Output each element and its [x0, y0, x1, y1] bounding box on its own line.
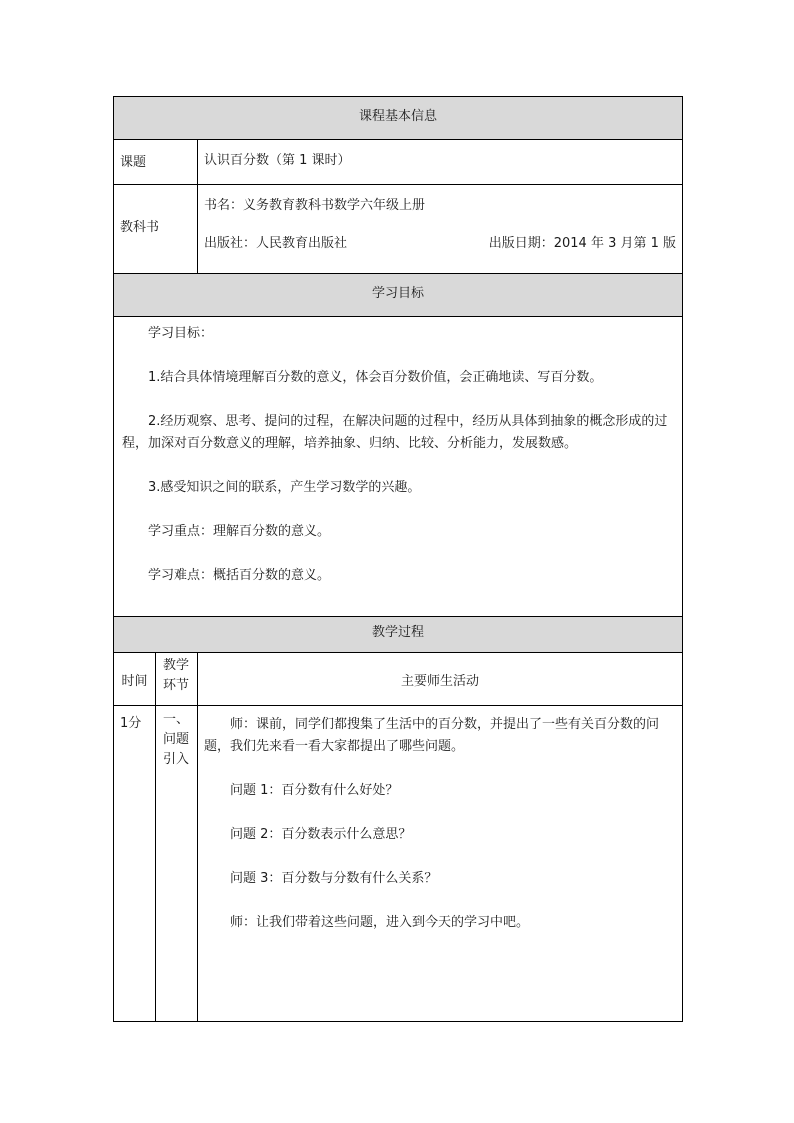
col-time-header: 时间 [114, 653, 156, 706]
book-name: 书名：义务教育教科书数学六年级上册 [204, 198, 426, 213]
lesson-plan [113, 96, 682, 1022]
row-activity [198, 706, 683, 1022]
publisher: 出版社：人民教育出版社 [204, 236, 348, 251]
textbook-info [198, 185, 683, 274]
difficulty: 学习难点：概括百分数的意义。 [148, 568, 331, 583]
activity-line-2: 问题 1：百分数有什么好处？ [230, 783, 399, 798]
objectives-body [114, 317, 683, 617]
topic-value: 认识百分数（第 1 课时） [198, 140, 683, 185]
basic-info-heading: 课程基本信息 [114, 97, 683, 140]
col-step-header: 教学环节 [156, 653, 198, 706]
key-point: 学习重点：理解百分数的意义。 [148, 524, 331, 539]
activity-line-4: 问题 3：百分数与分数有什么关系？ [230, 871, 438, 886]
objectives-heading: 学习目标 [114, 274, 683, 317]
col-activity-header: 主要师生活动 [198, 653, 683, 706]
publish-date: 出版日期：2014 年 3 月第 1 版 [488, 236, 677, 251]
activity-line-3: 问题 2：百分数表示什么意思？ [230, 827, 412, 842]
activity-line-5: 师：让我们带着这些问题，进入到今天的学习中吧。 [230, 915, 530, 930]
row-time: 1分 [114, 706, 156, 1022]
row-step: 一、问题引入 [156, 706, 198, 1022]
process-row [114, 706, 683, 1022]
activity-line-1: 师：课前，同学们都搜集了生活中的百分数，并提出了一些有关百分数的问题，我们先来看一看大家都提出了哪些问题。 [204, 717, 660, 754]
lesson-table [113, 96, 683, 1022]
process-heading: 教学过程 [114, 617, 683, 653]
goal-3: 3.感受知识之间的联系，产生学习数学的兴趣。 [148, 480, 421, 495]
goal-1: 1.结合具体情境理解百分数的意义，体会百分数价值，会正确地读、写百分数。 [148, 370, 603, 385]
publish-line [204, 232, 676, 251]
goal-2: 2.经历观察、思考、提问的过程，在解决问题的过程中，经历从具体到抽象的概念形成的过程，加深对百分数意义的理解，培养抽象、归纳、比较、分析能力，发展数感。 [122, 414, 668, 451]
objectives-intro: 学习目标： [148, 326, 214, 341]
topic-label: 课题 [114, 140, 198, 185]
textbook-label: 教科书 [114, 185, 198, 274]
